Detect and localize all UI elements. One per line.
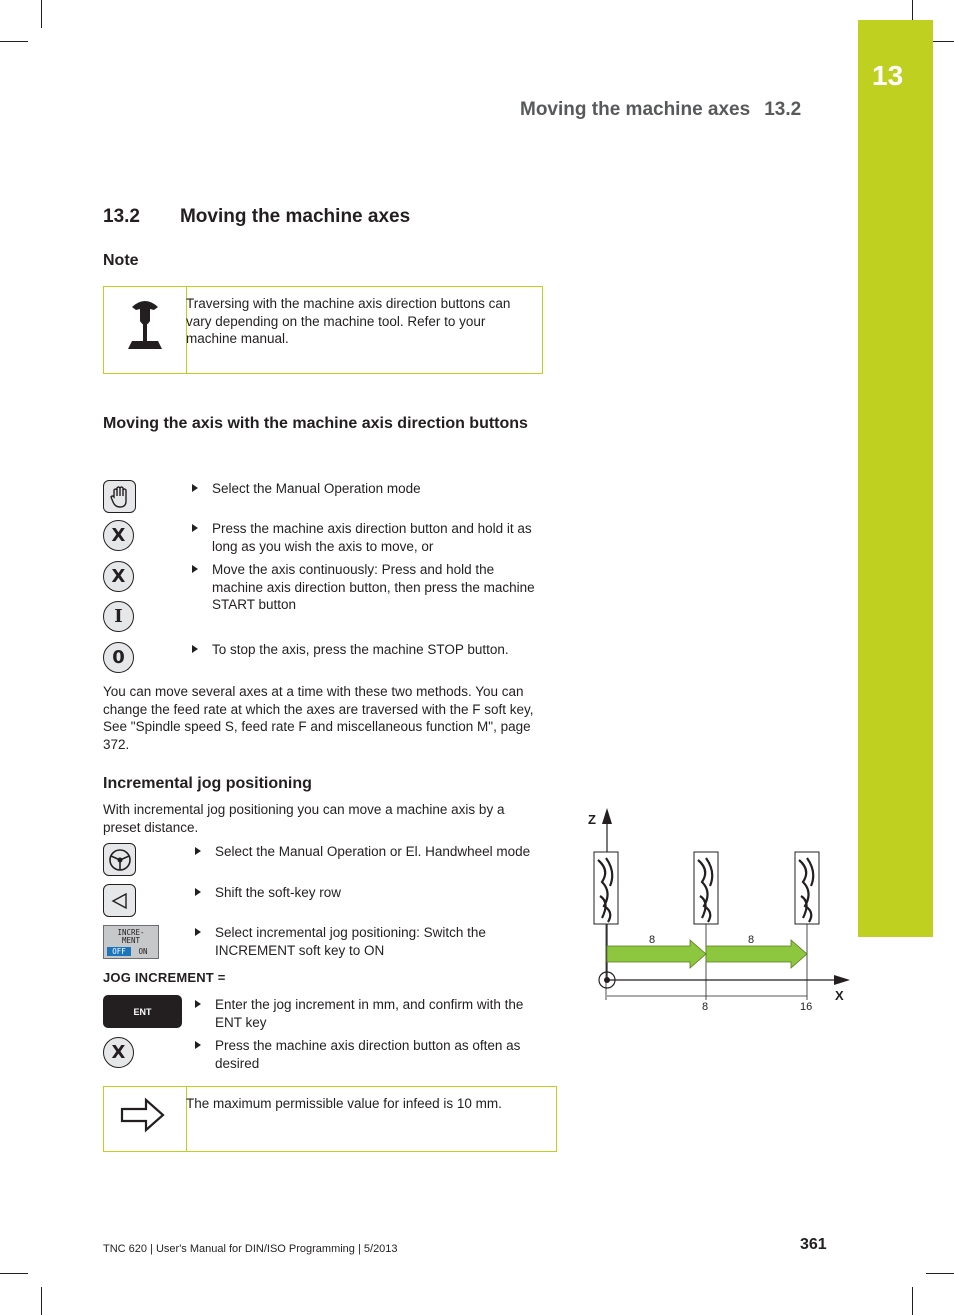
hand-icon (109, 485, 131, 509)
x-axis-label: X (835, 988, 844, 1003)
bullet-arrow-icon (192, 484, 198, 492)
handwheel-key[interactable] (103, 843, 136, 876)
note-box (103, 286, 543, 374)
body-paragraph: You can move several axes at a time with these two methods. You can change the feed rate at which the axes are traversed with the F soft key, See "Spindle speed S, feed rate F and miscellaneous function M", page 372. (103, 684, 534, 752)
step-item: Press the machine axis direction button as often as desired (195, 1037, 550, 1072)
bullet-arrow-icon (192, 565, 198, 573)
increment-arrow (706, 940, 807, 968)
bullet-arrow-icon (195, 888, 201, 896)
body-paragraph: With incremental jog positioning you can move a machine axis by a preset distance. (103, 802, 505, 835)
note-text: Traversing with the machine axis direction buttons can vary depending on the machine tool. Refer to your machine manual. (186, 296, 511, 346)
footer-text: TNC 620 | User's Manual for DIN/ISO Programming | 5/2013 (103, 1243, 398, 1255)
step-item: Select incremental jog positioning: Switch the INCREMENT soft key to ON (195, 924, 545, 959)
page-number: 361 (800, 1236, 827, 1253)
section-heading: Moving the machine axes (179, 206, 411, 227)
softkey-off: OFF (107, 947, 131, 956)
jog-diagram (580, 800, 855, 1020)
step-item: Select the Manual Operation mode (192, 480, 542, 498)
bullet-arrow-icon (192, 645, 198, 653)
crop-mark (0, 41, 28, 42)
step-item: Shift the soft-key row (195, 884, 545, 902)
handwheel-icon (108, 848, 132, 872)
position-label: 16 (800, 1001, 813, 1013)
bullet-arrow-icon (195, 928, 201, 936)
chapter-tab (858, 20, 933, 937)
arrow-right-icon (120, 1097, 166, 1133)
crop-mark (41, 1287, 42, 1315)
running-header-title: Moving the machine axes (520, 99, 751, 120)
ent-key[interactable]: ENT (103, 995, 182, 1028)
machine-note-icon (124, 297, 166, 353)
increment-softkey[interactable] (103, 925, 159, 959)
step-item: Move the axis continuously: Press and hold the machine axis direction button, then press the machine START button (192, 561, 542, 614)
step-item: Press the machine axis direction button and hold it as long as you wish the axis to move, or (192, 520, 542, 555)
increment-arrow (607, 940, 706, 968)
x-axis-key[interactable]: X (103, 1037, 134, 1068)
softkey-line: MENT (121, 936, 141, 945)
crop-mark (912, 1287, 913, 1315)
bullet-arrow-icon (195, 847, 201, 855)
section-number: 13.2 (103, 206, 140, 227)
subsection-heading: Moving the axis with the machine axis direction buttons (103, 415, 528, 432)
bullet-arrow-icon (195, 1041, 201, 1049)
softkey-row-key[interactable] (103, 884, 136, 917)
step-item: Enter the jog increment in mm, and confirm with the ENT key (195, 996, 550, 1031)
x-axis-arrowhead (834, 975, 850, 985)
softkey-toggle (107, 947, 155, 956)
x-axis-key[interactable]: X (103, 520, 134, 551)
manual-operation-key[interactable] (103, 480, 136, 513)
increment-label: 8 (748, 934, 755, 946)
tip-box (103, 1086, 557, 1152)
bullet-arrow-icon (195, 1000, 201, 1008)
x-axis-key[interactable]: X (103, 561, 134, 592)
running-header-section: 13.2 (764, 99, 802, 120)
tool-icon (795, 852, 819, 1000)
crop-mark (0, 1273, 28, 1274)
origin-dot (604, 977, 610, 983)
section-title (103, 206, 410, 228)
z-axis-arrowhead (602, 808, 612, 824)
note-heading: Note (103, 252, 139, 269)
step-item: Select the Manual Operation or El. Handwheel mode (195, 843, 545, 861)
z-axis-label: Z (588, 812, 596, 827)
increment-label: 8 (649, 934, 656, 946)
position-label: 8 (702, 1001, 709, 1013)
triangle-left-icon (111, 892, 129, 910)
subsection-heading: Incremental jog positioning (103, 775, 312, 792)
nc-start-key[interactable]: I (103, 601, 134, 632)
nc-stop-key[interactable]: 0 (103, 642, 134, 673)
jog-increment-label: JOG INCREMENT = (103, 970, 226, 985)
tool-icon (694, 852, 718, 1000)
step-item: To stop the axis, press the machine STOP button. (192, 641, 542, 659)
running-header (520, 99, 801, 121)
tip-text: The maximum permissible value for infeed is 10 mm. (186, 1096, 502, 1111)
chapter-number: 13 (872, 60, 904, 91)
bullet-arrow-icon (192, 524, 198, 532)
crop-mark (41, 0, 42, 28)
softkey-on: ON (138, 947, 148, 956)
crop-mark (926, 1273, 954, 1274)
softkey-line: INCRE- (117, 928, 145, 937)
